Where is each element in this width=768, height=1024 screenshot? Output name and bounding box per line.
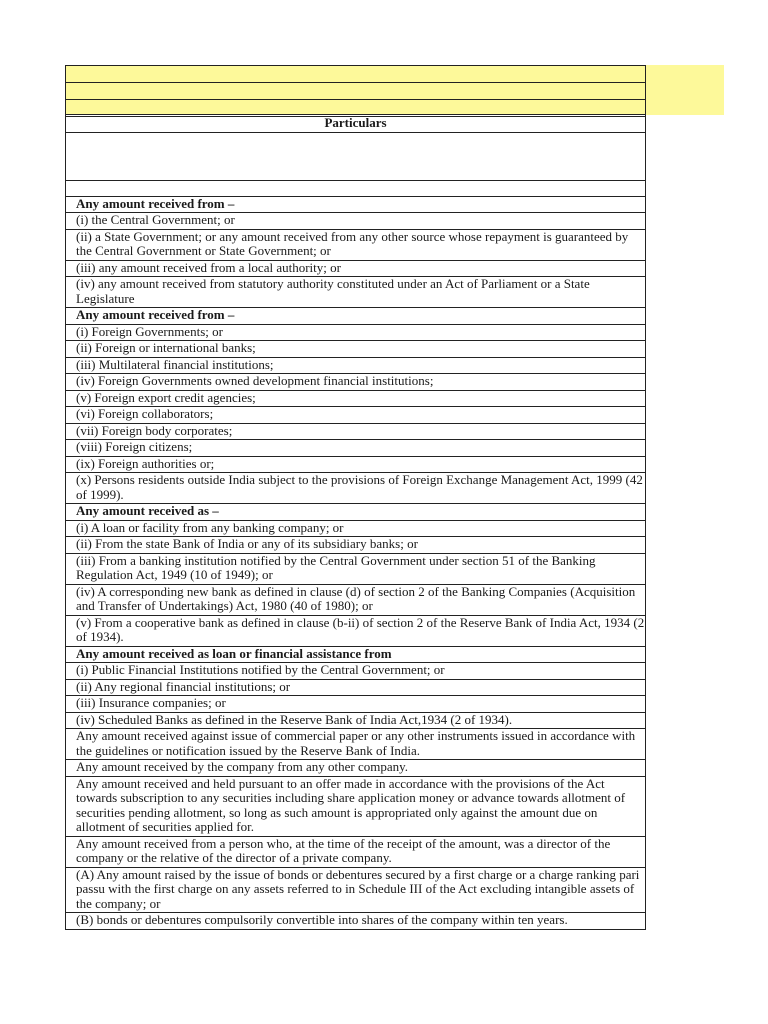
table-row (66, 374, 646, 391)
blank-row (66, 180, 646, 196)
particulars-cell[interactable]: (iv) Scheduled Banks as defined in the Reserve Bank of India Act,1934 (2 of 1934). (66, 712, 646, 729)
table-row (66, 324, 646, 341)
particulars-cell[interactable]: (i) the Central Government; or (66, 213, 646, 230)
table-row (66, 277, 646, 308)
particulars-cell[interactable]: (i) A loan or facility from any banking company; or (66, 520, 646, 537)
particulars-table (65, 114, 646, 930)
section-heading-cell[interactable]: Any amount received from – (66, 308, 646, 325)
table-row (66, 196, 646, 213)
section-heading-cell[interactable]: Any amount received from – (66, 196, 646, 213)
section-heading-cell[interactable]: Any amount received as – (66, 504, 646, 521)
table-row (66, 473, 646, 504)
particulars-cell[interactable]: (iii) any amount received from a local authority; or (66, 260, 646, 277)
particulars-cell[interactable]: (iii) Insurance companies; or (66, 696, 646, 713)
particulars-cell[interactable]: (viii) Foreign citizens; (66, 440, 646, 457)
table-row (66, 836, 646, 867)
table-row (66, 760, 646, 777)
particulars-cell[interactable]: (iv) any amount received from statutory authority constituted under an Act of Parliament or a State Legislature (66, 277, 646, 308)
particulars-cell[interactable]: Any amount received and held pursuant to an offer made in accordance with the provisions of the Act towards subscription to any securities including share application money or advance towards allotment of securities pending allotment, so long as such amount is appropriated only against the amount due on allotment of securities applied for. (66, 776, 646, 836)
header-row (66, 115, 646, 133)
table-row (66, 712, 646, 729)
table-row (66, 729, 646, 760)
section-heading-cell[interactable]: Any amount received as loan or financial assistance from (66, 646, 646, 663)
table-row (66, 776, 646, 836)
table-row (66, 260, 646, 277)
table-row (66, 504, 646, 521)
particulars-cell[interactable]: (B) bonds or debentures compulsorily convertible into shares of the company within ten years. (66, 913, 646, 930)
table-row (66, 913, 646, 930)
particulars-cell[interactable]: (ii) Foreign or international banks; (66, 341, 646, 358)
table-row (66, 537, 646, 554)
table-row (66, 229, 646, 260)
blank-cell[interactable] (66, 180, 646, 196)
table-body (66, 132, 646, 929)
particulars-cell[interactable]: (iii) From a banking institution notified by the Central Government under section 51 of the Banking Regulation Act, 1949 (10 of 1949); or (66, 553, 646, 584)
table-row (66, 679, 646, 696)
table-row (66, 456, 646, 473)
top-blank-rows (65, 65, 646, 117)
particulars-cell[interactable]: (ix) Foreign authorities or; (66, 456, 646, 473)
table-row (66, 357, 646, 374)
table-row (66, 390, 646, 407)
table-row (66, 696, 646, 713)
table-row (66, 213, 646, 230)
table-row (66, 407, 646, 424)
particulars-cell[interactable]: (v) From a cooperative bank as defined in clause (b-ii) of section 2 of the Reserve Bank of India Act, 1934 (2 of 1934). (66, 615, 646, 646)
particulars-cell[interactable]: Any amount received against issue of commercial paper or any other instruments issued in accordance with the guidelines or notification issued by the Reserve Bank of India. (66, 729, 646, 760)
table-row (66, 553, 646, 584)
table-row (66, 520, 646, 537)
table-row (66, 615, 646, 646)
particulars-cell[interactable]: (A) Any amount raised by the issue of bonds or debentures secured by a first charge or a charge ranking pari passu with the first charge on any assets referred to in Schedule III of the Act excluding intangible assets of the company; or (66, 867, 646, 913)
particulars-cell[interactable]: (v) Foreign export credit agencies; (66, 390, 646, 407)
table-row (66, 663, 646, 680)
particulars-cell[interactable]: (ii) a State Government; or any amount received from any other source whose repayment is guaranteed by the Central Government or State Government; or (66, 229, 646, 260)
particulars-cell[interactable]: Any amount received by the company from any other company. (66, 760, 646, 777)
particulars-cell[interactable]: (i) Public Financial Institutions notified by the Central Government; or (66, 663, 646, 680)
table-row (66, 646, 646, 663)
particulars-cell[interactable]: Any amount received from a person who, at the time of the receipt of the amount, was a director of the company or the relative of the director of a private company. (66, 836, 646, 867)
particulars-cell[interactable]: (iv) A corresponding new bank as defined in clause (d) of section 2 of the Banking Companies (Acquisition and Transfer of Undertakings) Act, 1980 (40 of 1980); or (66, 584, 646, 615)
blank-row[interactable] (65, 65, 646, 82)
particulars-cell[interactable]: (iv) Foreign Governments owned development financial institutions; (66, 374, 646, 391)
table-row (66, 308, 646, 325)
particulars-cell[interactable]: (i) Foreign Governments; or (66, 324, 646, 341)
table-row (66, 584, 646, 615)
blank-row[interactable] (65, 82, 646, 99)
particulars-cell[interactable]: (x) Persons residents outside India subject to the provisions of Foreign Exchange Management Act, 1999 (42 of 1999). (66, 473, 646, 504)
blank-cell[interactable] (66, 132, 646, 180)
table-row (66, 867, 646, 913)
column-header-particulars[interactable]: Particulars (66, 115, 646, 133)
table-row (66, 341, 646, 358)
blank-row (66, 132, 646, 180)
particulars-cell[interactable]: (vii) Foreign body corporates; (66, 423, 646, 440)
particulars-cell[interactable]: (ii) Any regional financial institutions; or (66, 679, 646, 696)
particulars-cell[interactable]: (vi) Foreign collaborators; (66, 407, 646, 424)
particulars-cell[interactable]: (iii) Multilateral financial institutions; (66, 357, 646, 374)
particulars-cell[interactable]: (ii) From the state Bank of India or any of its subsidiary banks; or (66, 537, 646, 554)
table-row (66, 440, 646, 457)
table-row (66, 423, 646, 440)
